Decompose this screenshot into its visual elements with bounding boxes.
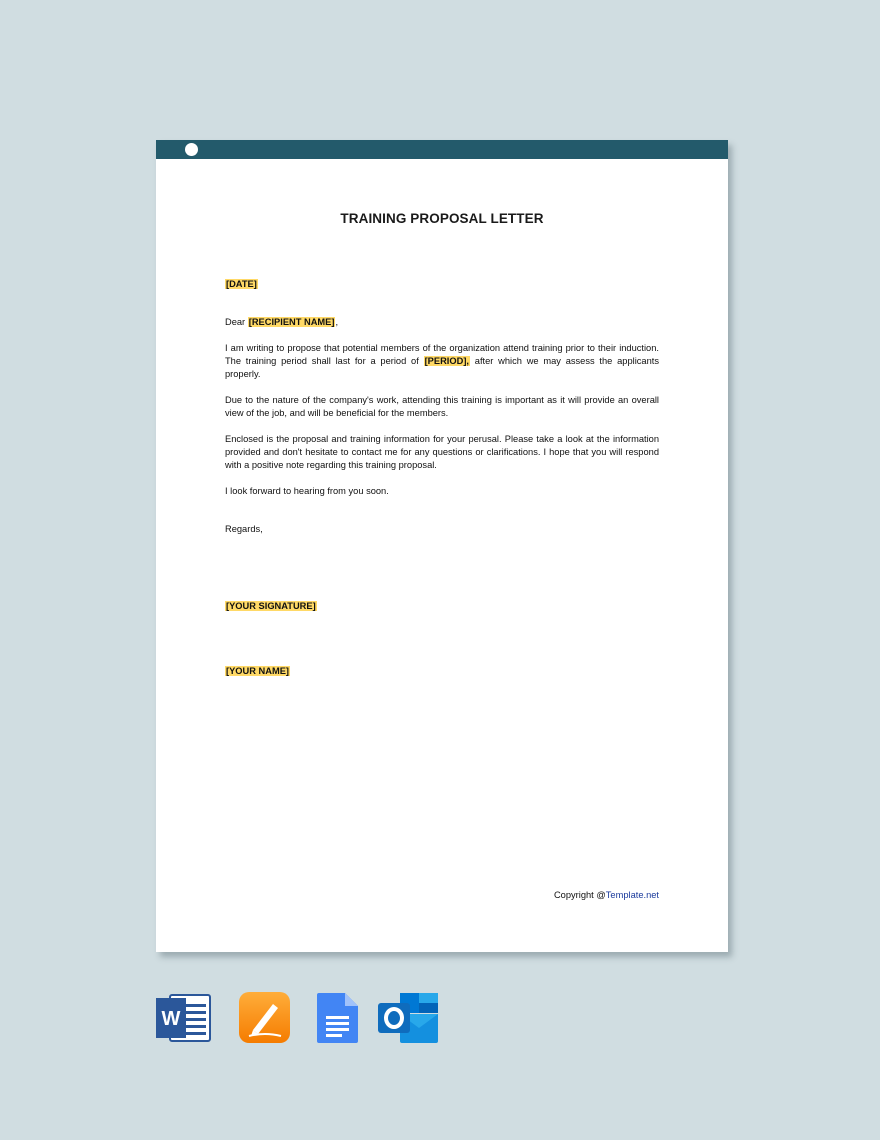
signature-line — [225, 600, 659, 613]
name-line — [225, 665, 659, 678]
period-placeholder: [PERIOD], — [424, 356, 469, 366]
paragraph-1-start: I am writing to propose that potential members of the organization attend training prior to their induction. The training period shall last for a period of — [225, 343, 659, 366]
date-line — [225, 278, 659, 291]
paragraph-1 — [225, 342, 659, 381]
microsoft-word-icon[interactable] — [156, 992, 212, 1044]
name-placeholder: [YOUR NAME] — [226, 666, 290, 676]
signature-placeholder: [YOUR SIGNATURE] — [226, 601, 316, 611]
paragraph-4: I look forward to hearing from you soon. — [225, 486, 389, 496]
copyright-notice — [554, 890, 659, 900]
closing-line: Regards, — [225, 524, 263, 534]
svg-text:W: W — [161, 1008, 181, 1030]
paragraph-3: Enclosed is the proposal and training information for your perusal. Please take a look at the information provided and don't hesitate to contact me for any questions or clarifications. I hope that you will respond with a positive note regarding this training proposal. — [225, 434, 659, 470]
header-dot — [185, 143, 198, 156]
salutation-end: , — [335, 317, 339, 327]
copyright-label: Copyright @ — [553, 890, 606, 900]
copyright-link[interactable]: Template.net — [605, 890, 659, 900]
salutation-text: Dear — [225, 317, 248, 327]
paragraph-1-end: after which we may assess the applicants properly. — [225, 356, 659, 379]
apple-pages-icon[interactable] — [239, 992, 291, 1044]
recipient-placeholder: [RECIPIENT NAME] — [248, 317, 335, 327]
date-placeholder: [DATE] — [226, 279, 257, 289]
salutation-line — [225, 316, 659, 329]
page-header-bar — [156, 140, 728, 159]
microsoft-outlook-icon[interactable] — [378, 992, 440, 1044]
google-docs-icon[interactable] — [316, 992, 360, 1044]
paragraph-2: Due to the nature of the company's work, attending this training is important as it will provide an overall view of the job, and will be beneficial for the members. — [225, 395, 659, 418]
document-page — [156, 140, 728, 952]
app-icons-row — [156, 992, 456, 1044]
letter-title: TRAINING PROPOSAL LETTER — [340, 211, 544, 226]
